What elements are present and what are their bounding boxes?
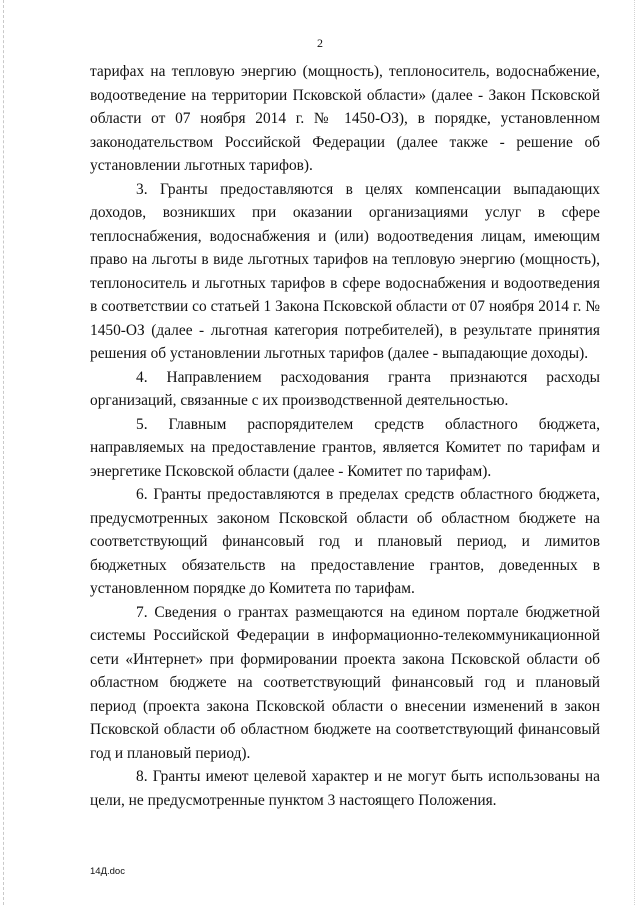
paragraph-4: 4. Направлением расходования гранта признаются расходы организаций, связанные с их производственной деятельностью. [90, 368, 600, 409]
document-body [90, 60, 600, 812]
page-number: 2 [317, 36, 323, 50]
paragraph-continuation: тарифах на тепловую энергию (мощность), теплоноситель, водоснабжение, водоотведение на территории Псковской области» (далее - Закон Псковской области от 07 ноября 2014 г. № 1450-ОЗ), в порядке, установленном законодательством Российской Федерации (далее также - решение об установлении льготных тарифов). [90, 63, 600, 174]
scan-edge-right [634, 0, 635, 905]
paragraph-3: 3. Гранты предоставляются в целях компенсации выпадающих доходов, возникших при оказании организациями услуг в сфере теплоснабжения, водоснабжения и (или) водоотведения лицам, имеющим право на льготы в виде льготных тарифов на тепловую энергию (мощность), теплоноситель и льготных тарифов в сфере водоснабжения и водоотведения в соответствии со статьей 1 Закона Псковской области от 07 ноября 2014 г. № 1450-ОЗ (далее - льготная категория потребителей), в результате принятия решения об установлении льготных тарифов (далее - выпадающие доходы). [90, 180, 600, 362]
paragraph-8: 8. Гранты имеют целевой характер и не могут быть использованы на цели, не предусмотренные пунктом 3 настоящего Положения. [90, 768, 600, 809]
scan-edge-left [3, 0, 4, 905]
paragraph-7: 7. Сведения о грантах размещаются на едином портале бюджетной системы Российской Федерации в информационно-телекоммуникационной сети «Интернет» при формировании проекта закона Псковской области об областном бюджете на соответствующий финансовый год и плановый период (проекта закона Псковской области о внесении изменений в закон Псковской области об областном бюджете на соответствующий финансовый год и плановый период). [90, 603, 600, 762]
paragraph-6: 6. Гранты предоставляются в пределах средств областного бюджета, предусмотренных законом Псковской области об областном бюджете на соответствующий финансовый год и плановый период, и лимитов бюджетных обязательств на предоставление грантов, доведенных в установленном порядке до Комитета по тарифам. [90, 486, 600, 597]
footer-file-code: 14Д.doc [90, 866, 125, 877]
paragraph-5: 5. Главным распорядителем средств областного бюджета, направляемых на предоставление грантов, является Комитет по тарифам и энергетике Псковской области (далее - Комитет по тарифам). [90, 415, 600, 480]
